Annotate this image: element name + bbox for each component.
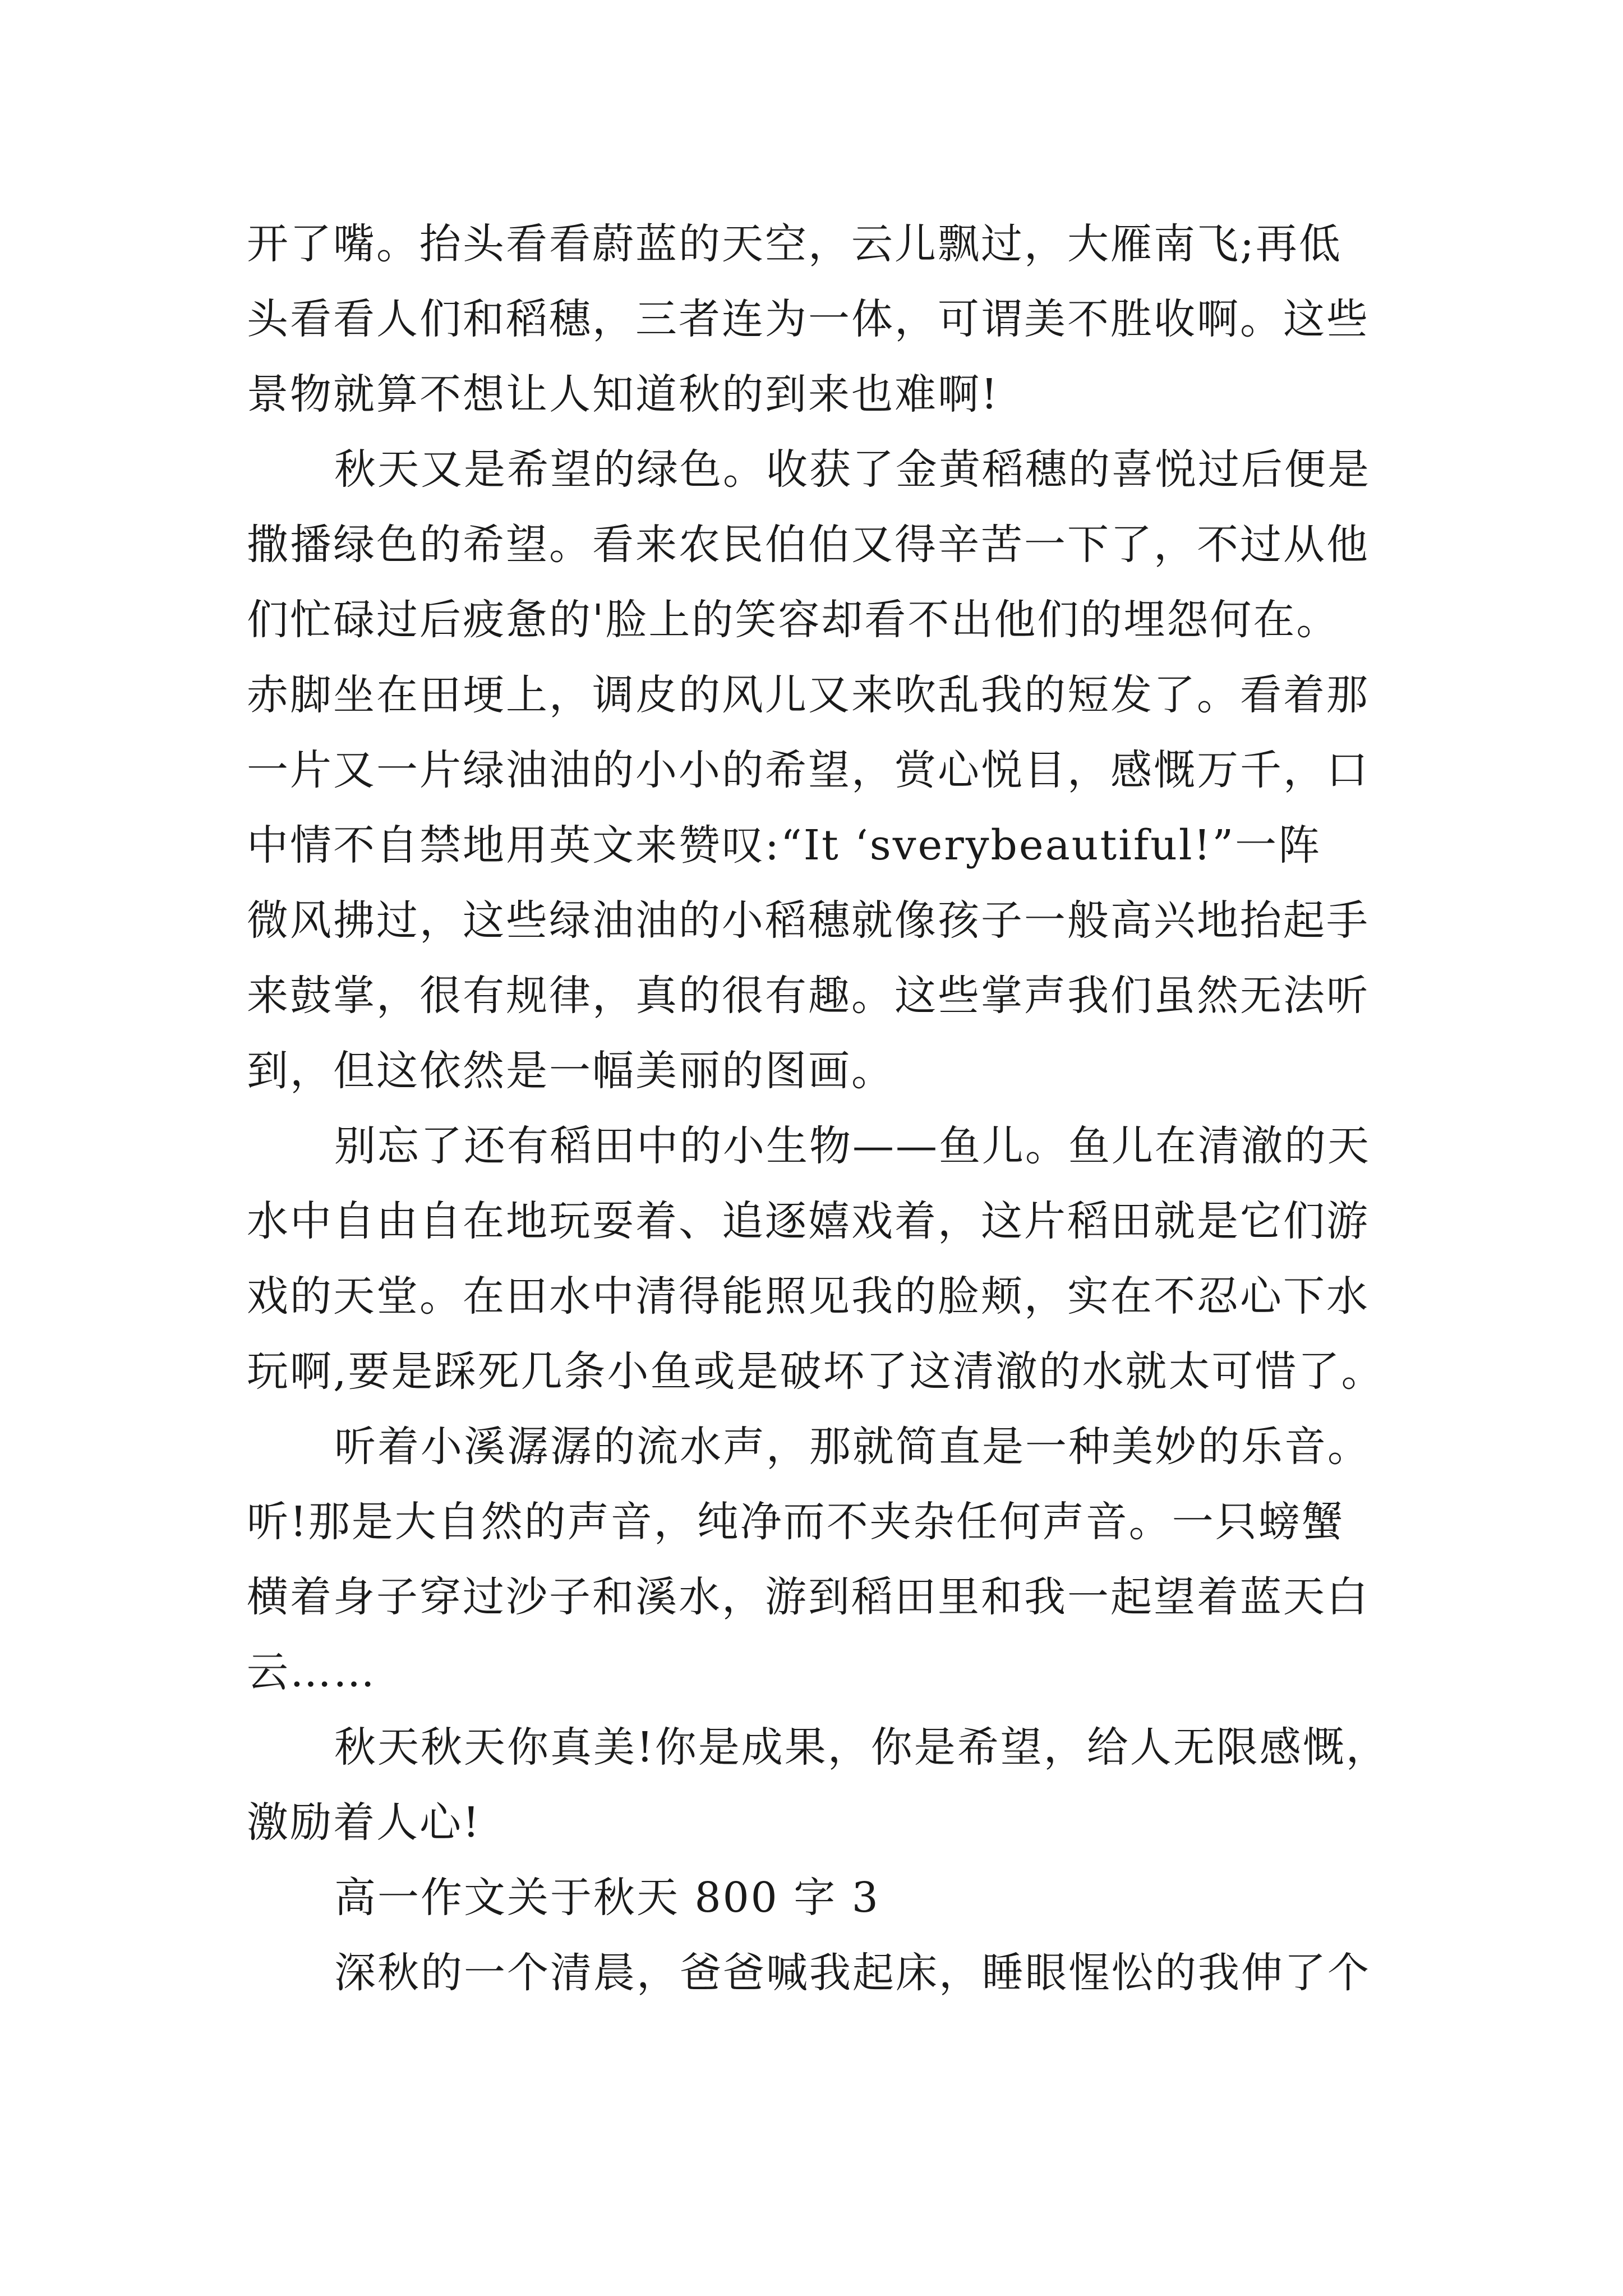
- text-line: 水中自由自在地玩耍着、追逐嬉戏着，这片稻田就是它们游: [247, 1197, 1370, 1245]
- text-line: 们忙碌过后疲惫的'脸上的笑容却看不出他们的埋怨何在。: [247, 596, 1340, 644]
- paragraph-first-line: 听着小溪潺潺的流水声，那就简直是一种美妙的乐音。: [334, 1423, 1371, 1471]
- text-line: 横着身子穿过沙子和溪水，游到稻田里和我一起望着蓝天白: [247, 1573, 1370, 1621]
- text-line: 一片又一片绿油油的小小的希望，赏心悦目，感慨万千，口: [247, 746, 1370, 794]
- text-line: 中情不自禁地用英文来赞叹:“It ‘sverybeautiful!”一阵: [247, 821, 1322, 869]
- paragraph-first-line: 别忘了还有稻田中的小生物——鱼儿。鱼儿在清澈的天: [334, 1122, 1371, 1170]
- text-line: 微风拂过，这些绿油油的小稻穗就像孩子一般高兴地抬起手: [247, 896, 1370, 945]
- text-line: 听!那是大自然的声音，纯净而不夹杂任何声音。一只螃蟹: [247, 1498, 1345, 1546]
- paragraph-first-line: 深秋的一个清晨，爸爸喊我起床，睡眼惺忪的我伸了个: [334, 1949, 1371, 1997]
- paragraph-first-line: 秋天又是希望的绿色。收获了金黄稻穗的喜悦过后便是: [334, 445, 1371, 494]
- text-line: 景物就算不想让人知道秋的到来也难啊!: [247, 370, 999, 418]
- paragraph-first-line: 秋天秋天你真美!你是成果，你是希望，给人无限感慨，: [334, 1723, 1389, 1772]
- text-line: 戏的天堂。在田水中清得能照见我的脸颊，实在不忍心下水: [247, 1272, 1370, 1320]
- text-line: 头看看人们和稻穗，三者连为一体，可谓美不胜收啊。这些: [247, 295, 1370, 343]
- text-line: 来鼓掌，很有规律，真的很有趣。这些掌声我们虽然无法听: [247, 972, 1370, 1020]
- text-line: 撒播绿色的希望。看来农民伯伯又得辛苦一下了，不过从他: [247, 521, 1370, 569]
- text-line: 激励着人心!: [247, 1798, 481, 1847]
- text-line: 玩啊,要是踩死几条小鱼或是破坏了这清澈的水就太可惜了。: [247, 1347, 1385, 1396]
- text-line: 赤脚坐在田埂上，调皮的风儿又来吹乱我的短发了。看着那: [247, 671, 1370, 719]
- text-line: 到，但这依然是一幅美丽的图画。: [247, 1047, 895, 1095]
- text-line: 云……: [247, 1648, 376, 1696]
- section-heading: 高一作文关于秋天 800 字 3: [334, 1874, 880, 1922]
- text-line: 开了嘴。抬头看看蔚蓝的天空，云儿飘过，大雁南飞;再低: [247, 220, 1342, 268]
